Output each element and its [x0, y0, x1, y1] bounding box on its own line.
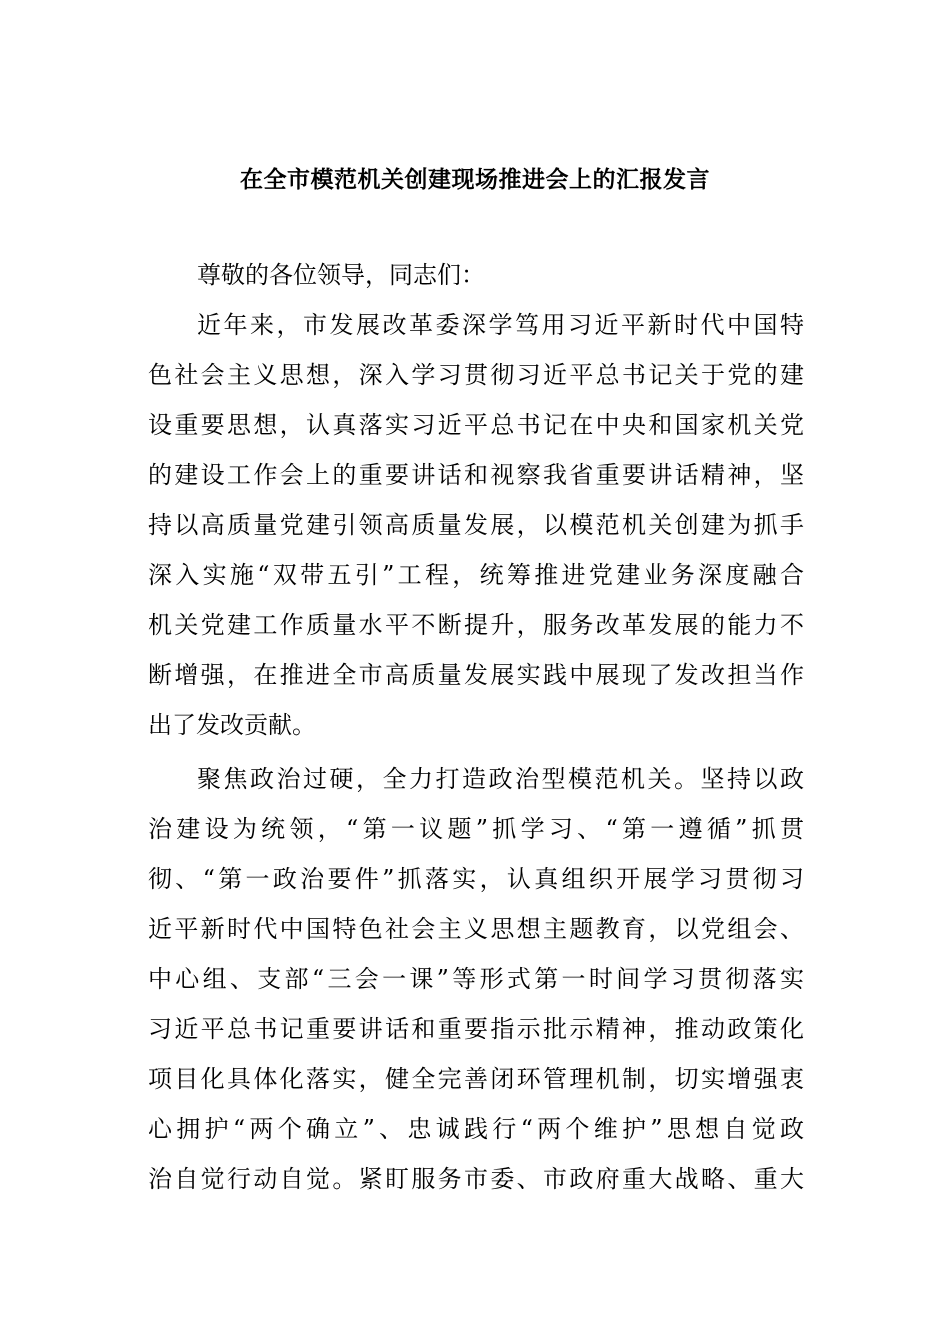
paragraph-line: 习近平总书记重要讲话和重要指示批示精神，推动政策化: [148, 1015, 804, 1043]
paragraph-line: 设重要思想，认真落实习近平总书记在中央和国家机关党: [148, 411, 804, 439]
paragraph-line: 出了发改贡献。: [148, 711, 316, 739]
paragraph-line: 近年来，市发展改革委深学笃用习近平新时代中国特: [197, 311, 804, 339]
document-body: [148, 250, 804, 1204]
paragraph-1: [148, 300, 804, 750]
paragraph-line: 聚焦政治过硬，全力打造政治型模范机关。坚持以政: [197, 765, 804, 793]
paragraph-line: 中心组、支部“三会一课”等形式第一时间学习贯彻落实: [148, 965, 804, 993]
paragraph-line: 近平新时代中国特色社会主义思想主题教育，以党组会、: [148, 915, 804, 943]
paragraph-2: [148, 754, 804, 1204]
paragraph-line: 心拥护“两个确立”、忠诚践行“两个维护”思想自觉政: [148, 1115, 804, 1143]
paragraph-line: 治建设为统领，“第一议题”抓学习、“第一遵循”抓贯: [148, 815, 804, 843]
paragraph-line: 彻、“第一政治要件”抓落实，认真组织开展学习贯彻习: [148, 865, 804, 893]
paragraph-line: 深入实施“双带五引”工程，统筹推进党建业务深度融合: [148, 561, 804, 589]
paragraph-line: 机关党建工作质量水平不断提升，服务改革发展的能力不: [148, 611, 804, 639]
paragraph-line: 项目化具体化落实，健全完善闭环管理机制，切实增强衷: [148, 1065, 804, 1093]
paragraph-line: 治自觉行动自觉。紧盯服务市委、市政府重大战略、重大: [148, 1165, 804, 1193]
document-title: 在全市模范机关创建现场推进会上的汇报发言: [240, 167, 710, 193]
paragraph-line: 色社会主义思想，深入学习贯彻习近平总书记关于党的建: [148, 361, 804, 389]
paragraph-line: 的建设工作会上的重要讲话和视察我省重要讲话精神，坚: [148, 461, 804, 489]
salutation: 尊敬的各位领导，同志们：: [197, 261, 485, 289]
paragraph-line: 持以高质量党建引领高质量发展，以模范机关创建为抓手: [148, 511, 804, 539]
paragraph-line: 断增强，在推进全市高质量发展实践中展现了发改担当作: [148, 661, 804, 689]
